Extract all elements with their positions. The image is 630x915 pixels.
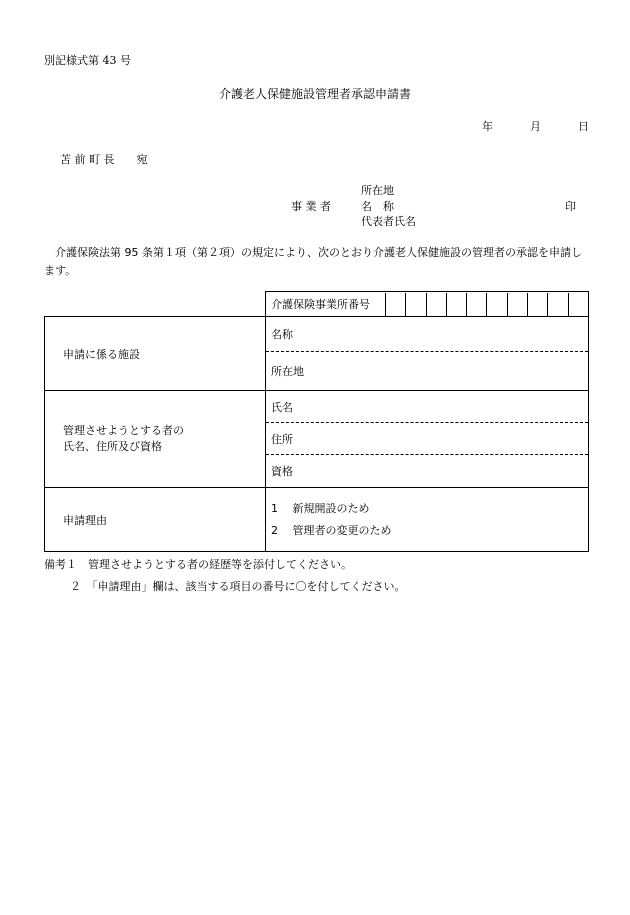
manager-qualification-field[interactable] bbox=[266, 455, 588, 487]
applicant-name-label: 名 称 bbox=[361, 200, 394, 213]
facility-address-label: 所在地 bbox=[271, 365, 304, 378]
office-number-digit-box[interactable] bbox=[385, 293, 405, 316]
application-statement: 介護保険法第 95 条第１項（第２項）の規定により、次のとおり介護老人保健施設の管理者の承認を申請します。 bbox=[44, 246, 582, 277]
office-number-digit-box[interactable] bbox=[486, 293, 506, 316]
reason-label: 申請理由 bbox=[45, 488, 266, 552]
facility-address-field[interactable] bbox=[266, 352, 588, 390]
date-year-label: 年 bbox=[482, 120, 493, 133]
blank-cell bbox=[45, 292, 266, 317]
manager-address-label: 住所 bbox=[271, 432, 293, 446]
date-day-label: 日 bbox=[578, 120, 589, 133]
office-number-digit-box[interactable] bbox=[426, 293, 446, 316]
manager-name-field[interactable] bbox=[266, 391, 588, 423]
date-month-label: 月 bbox=[530, 120, 541, 133]
office-number-digit-box[interactable] bbox=[446, 293, 466, 316]
facility-name-field[interactable] bbox=[266, 317, 588, 352]
facility-name-label: 名称 bbox=[271, 328, 293, 341]
office-number-digit-box[interactable] bbox=[547, 293, 567, 316]
applicant-address-label: 所在地 bbox=[361, 184, 394, 197]
facility-label: 申請に係る施設 bbox=[45, 317, 266, 391]
form-number: 別記様式第 43 号 bbox=[44, 54, 131, 67]
page-title: 介護老人保健施設管理者承認申請書 bbox=[218, 87, 411, 101]
office-number-digit-box[interactable] bbox=[466, 293, 486, 316]
note-1: 備考１ 管理させようとする者の経歴等を添付してください。 bbox=[44, 558, 352, 571]
office-number-digit-box[interactable] bbox=[527, 293, 547, 316]
applicant-representative-label: 代表者氏名 bbox=[361, 215, 416, 228]
manager-label-line1: 管理させようとする者の bbox=[63, 424, 184, 437]
application-table bbox=[44, 291, 589, 552]
office-number-digit-box[interactable] bbox=[568, 293, 588, 316]
manager-qualification-label: 資格 bbox=[271, 465, 293, 478]
reason-option-change[interactable]: 2 管理者の変更のため bbox=[271, 523, 392, 537]
manager-cell bbox=[266, 391, 589, 488]
reason-option-new[interactable]: 1 新規開設のため bbox=[271, 501, 370, 515]
addressee: 苫 前 町 長 宛 bbox=[60, 153, 148, 166]
note-2: ２ 「申請理由」欄は、該当する項目の番号に〇を付してください。 bbox=[70, 580, 406, 593]
office-number-cell bbox=[266, 292, 589, 317]
office-number-boxes[interactable] bbox=[385, 293, 588, 316]
manager-address-field[interactable] bbox=[266, 423, 588, 455]
manager-label-line2: 氏名、住所及び資格 bbox=[63, 440, 162, 453]
manager-name-label: 氏名 bbox=[271, 400, 293, 414]
office-number-label: 介護保険事業所番号 bbox=[271, 298, 370, 311]
manager-label bbox=[45, 391, 266, 488]
facility-cell bbox=[266, 317, 589, 391]
office-number-digit-box[interactable] bbox=[405, 293, 425, 316]
applicant-role: 事 業 者 bbox=[291, 200, 331, 213]
seal-mark: 印 bbox=[565, 200, 576, 213]
reason-cell bbox=[266, 488, 589, 552]
office-number-digit-box[interactable] bbox=[507, 293, 527, 316]
